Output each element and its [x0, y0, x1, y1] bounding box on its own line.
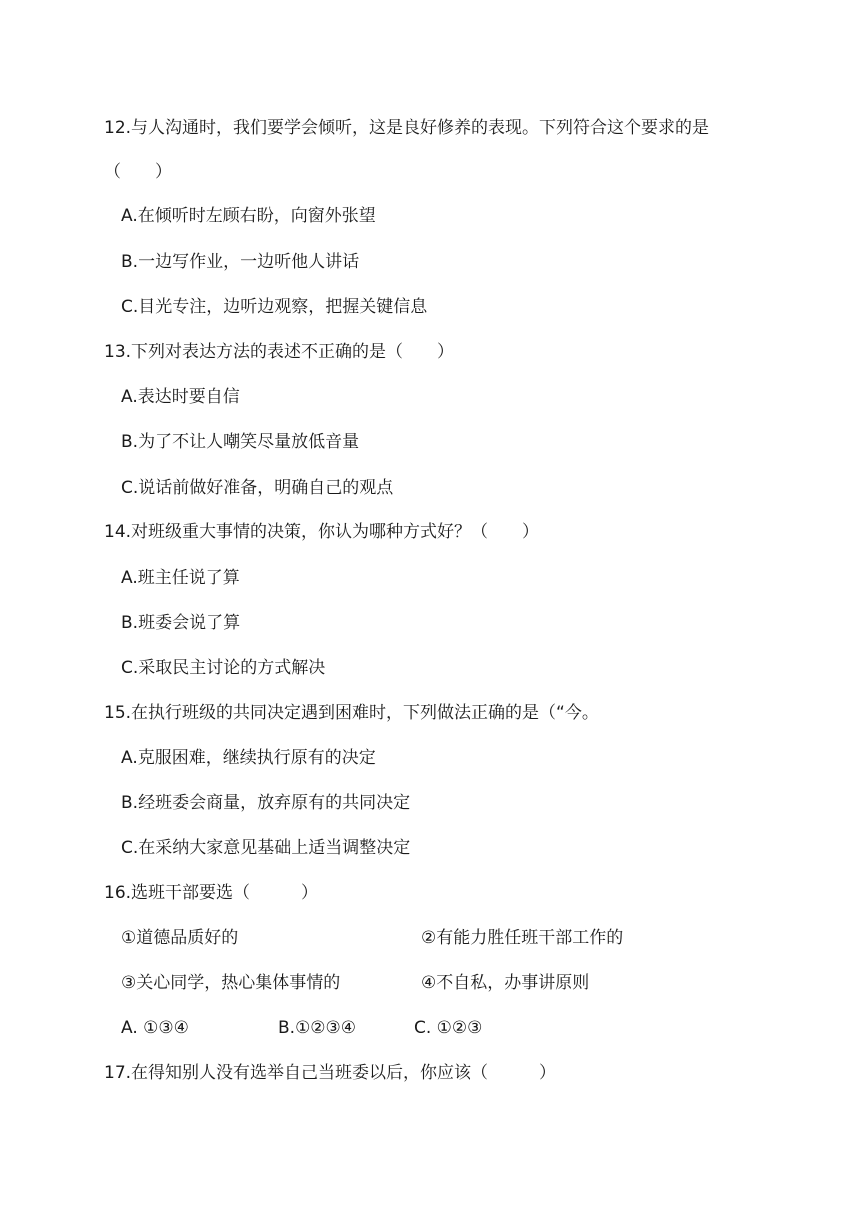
question-15-option-c: C.在采纳大家意见基础上适当调整决定 — [121, 838, 411, 858]
question-12-stem: 12.与人沟通时，我们要学会倾听，这是良好修养的表现。下列符合这个要求的是 — [104, 118, 710, 138]
question-12-option-a: A.在倾听时左顾右盼，向窗外张望 — [121, 206, 376, 226]
question-16-stem: 16.选班干部要选（ ） — [104, 883, 319, 903]
question-13-option-a: A.表达时要自信 — [121, 387, 240, 407]
question-16-item-2: ②有能力胜任班干部工作的 — [421, 928, 624, 948]
question-16-option-a: A. ①③④ — [121, 1018, 189, 1038]
question-15-stem: 15.在执行班级的共同决定遇到困难时，下列做法正确的是（“今。 — [104, 703, 599, 723]
question-13-option-b: B.为了不让人嘲笑尽量放低音量 — [121, 432, 360, 452]
question-12-option-c: C.目光专注，边听边观察，把握关键信息 — [121, 297, 428, 317]
question-13-option-c: C.说话前做好准备，明确自己的观点 — [121, 478, 394, 498]
question-14-stem: 14.对班级重大事情的决策，你认为哪种方式好？（ ） — [104, 522, 540, 542]
question-14-option-b: B.班委会说了算 — [121, 613, 241, 633]
question-16-item-4: ④不自私，办事讲原则 — [421, 973, 590, 993]
question-12-answer-blank: （ ） — [104, 162, 172, 182]
question-14-option-a: A.班主任说了算 — [121, 568, 240, 588]
question-16-option-c: C. ①②③ — [414, 1018, 483, 1038]
question-13-stem: 13.下列对表达方法的表述不正确的是（ ） — [104, 342, 455, 362]
question-14-option-c: C.采取民主讨论的方式解决 — [121, 658, 326, 678]
question-16-item-3: ③关心同学，热心集体事情的 — [121, 973, 341, 993]
question-15-option-a: A.克服困难，继续执行原有的决定 — [121, 748, 376, 768]
question-15-option-b: B.经班委会商量，放弃原有的共同决定 — [121, 793, 411, 813]
question-17-stem: 17.在得知别人没有选举自己当班委以后，你应该（ ） — [104, 1063, 557, 1083]
question-16-item-1: ①道德品质好的 — [121, 928, 239, 948]
question-12-option-b: B.一边写作业，一边听他人讲话 — [121, 252, 360, 272]
question-16-option-b: B.①②③④ — [278, 1018, 357, 1038]
